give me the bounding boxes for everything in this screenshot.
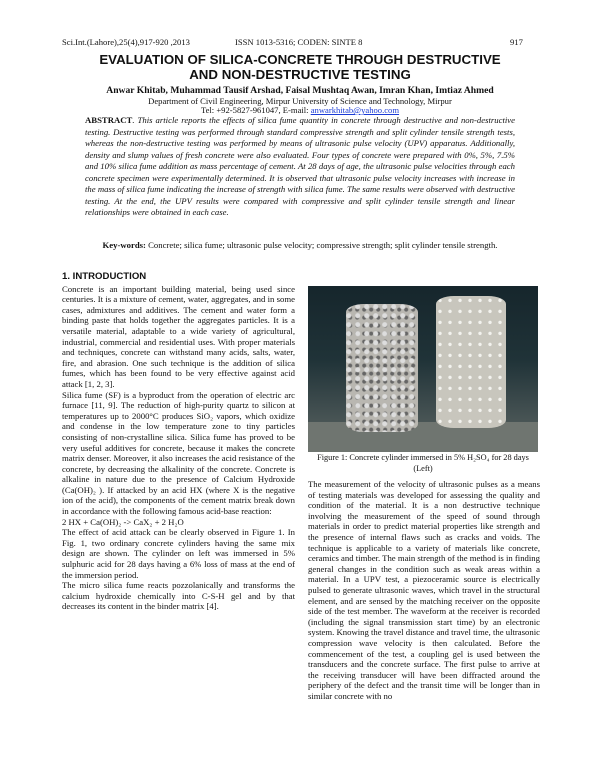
paragraph: Silica fume (SF) is a byproduct from the operation of electric arc furnace [11, 9]. The reduction of high-purity quartz to silicon at temperatures up to 2000°C produces SiO₂ vapors, which oxidize and condense in the low temperature zone to tiny particles consisting of non-crystalline silica. Silica fume has proved to be very useful additives for concrete, because it makes the concrete matrix denser. Moreover, it also increases the acid resistance of the concrete, by decreasing the alkalinity of the concrete. Concrete is alkaline in nature due to the presence of Calcium Hydroxide (Ca(OH)₂ ). If attacked by an acid HX (where X is the negative ion of the acid), the components of the cement matrix break down in accordance with the following famous acid-base reaction:	[62, 389, 295, 517]
paragraph: Concrete is an important building material, being used since centuries. It is a mixture of cement, water, aggregates, and in some cases, admixtures and additives. The cement and water form a binding paste that holds together the aggregates particles. It is a versatile material, adaptable to a wide variety of agricultural, industrial, commercial and residential uses. With proper materials and techniques, concrete can withstand many acids, salts, water, fire, and abrasion. One such technique is the addition of silica fumes, which has been found to be very effective against acid attack [1, 2, 3].	[62, 283, 295, 389]
paper-title	[60, 52, 540, 82]
abstract-label: ABSTRACT	[85, 115, 133, 125]
paragraph: The effect of acid attack can be clearly observed in Figure 1. In Fig. 1, two ordinary concrete cylinders having the same mix design are shown. The cylinder on left was immersed in 5% sulphuric acid for 28 days having a 6% loss of mass at the end of the immersion period.	[62, 527, 295, 580]
section-heading: 1. INTRODUCTION	[62, 271, 147, 282]
caption-line-1: Figure 1: Concrete cylinder immersed in 5% H₂SO₄ for 28 days	[317, 453, 529, 462]
right-column	[308, 479, 540, 701]
paragraph: The measurement of the velocity of ultrasonic pulses as a means of testing materials was developed for assessing the quality and condition of the material. It is a non destructive technique involving the measurement of the speed of sound through materials in order to predict material properties like strength and the presence of internal flaws such as cracks and voids. The technique is applicable to a variety of materials like concrete, ceramics and timber. The main strength of the method is in finding general changes in the condition such as weak areas within a material. In a UPV test, a piezoceramic source is electrically pulsed to generate ultrasonic waves, which travel in the structural element, and are sensed by the matching receiver on the opposite side of the test member. The waveform at the receiver is recorded (including the signal transmission start time) by an electronic system. Knowing the travel distance and travel time, the ultrasonic compression wave velocity is then calculated. Before the commencement of the test, a coupling gel is used between the transducers and the concrete surface. The first pulse to arrive at the receiving transducer will have been diffracted around the periphery of the defect and the transit time will be longer than in similar concrete with no	[308, 479, 540, 701]
paragraph: The micro silica fume reacts pozzolanically and transforms the calcium hydroxide chemically into C-S-H gel and by that decreases its content in the binder matrix [4].	[62, 580, 295, 612]
contact-line	[40, 105, 560, 115]
abstract	[85, 115, 515, 219]
ground	[308, 422, 538, 452]
issn-line: ISSN 1013-5316; CODEN: SINTE 8	[235, 37, 363, 47]
journal-citation: Sci.Int.(Lahore),25(4),917-920 ,2013	[62, 37, 190, 47]
reference-cylinder	[436, 296, 506, 428]
title-line-2: AND NON-DESTRUCTIVE TESTING	[189, 67, 411, 82]
keywords-label: Key-words:	[102, 240, 146, 250]
email-link[interactable]: anwarkhitab@yahoo.com	[310, 105, 400, 115]
caption-line-2: (Left)	[413, 463, 433, 473]
abstract-text: . This article reports the effects of silica fume quantity in concrete through destructive and non-destructive testing. Destructive testing was performed through standard compressive strength and split cylinder tensile strength tests, whereas the non-destructive testing was performed by means of ultrasonic pulse velocity (UPV) apparatus. Additionally, density and slump values of fresh concrete were also evaluated. Four types of concrete were prepared with 0%, 5%, 7.5% and 10% silica fume addition as mass percentage of cement. At 28 days of age, the ultrasonic pulse velocities through each concrete specimen were experimentally determined. It is observed that ultrasonic pulse velocity increases with increase in the mass of silica fume indicating the increase of strength with silica fume. The same results were observed with destructive testing. At the end, the UPV results were compared with compressive and split cylinder tensile strength and linear relationships were obtained in each case.	[85, 115, 515, 217]
equation: 2 HX + Ca(OH)₂ -> CaX₂ + 2 H₂O	[62, 516, 184, 527]
figure-1-photo	[308, 286, 538, 452]
title-line-1: EVALUATION OF SILICA-CONCRETE THROUGH DESTRUCTIVE	[99, 52, 501, 67]
figure-caption	[308, 453, 538, 474]
page-number: 917	[510, 37, 523, 47]
contact-prefix: Tel: +92-5827-961047, E-mail:	[200, 105, 311, 115]
left-column	[62, 272, 295, 612]
keywords-text: Concrete; silica fume; ultrasonic pulse velocity; compressive strength; split cylinder tensile strength.	[145, 240, 498, 250]
affiliation: Department of Civil Engineering, Mirpur University of Science and Technology, Mirpur	[148, 96, 452, 106]
corroded-cylinder	[346, 304, 418, 432]
keywords	[95, 240, 505, 252]
authors: Anwar Khitab, Muhammad Tausif Arshad, Faisal Mushtaq Awan, Imran Khan, Imtiaz Ahmed	[106, 85, 494, 96]
